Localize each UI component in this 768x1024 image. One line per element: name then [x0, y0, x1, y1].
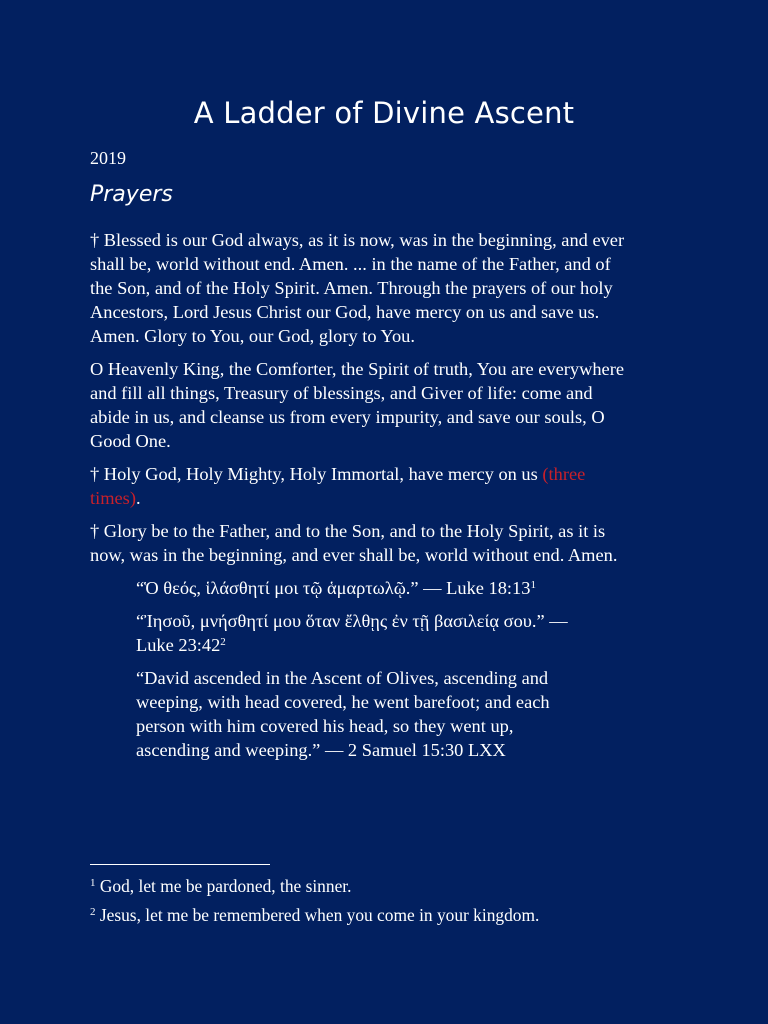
quote-line: person with him covered his head, so they went up, [136, 716, 514, 736]
quote-line: weeping, with head covered, he went barefoot; and each [136, 692, 550, 712]
quote-line: “Ἰησοῦ, μνήσθητί μου ὅταν ἔλθῃς ἐν τῇ βασιλείᾳ σου.” — [136, 611, 568, 631]
text-line: abide in us, and cleanse us from every impurity, and save our souls, O [90, 407, 605, 427]
rubric-note: (three [542, 464, 586, 484]
text-line: O Heavenly King, the Comforter, the Spirit of truth, You are everywhere [90, 359, 624, 379]
text-line: the Son, and of the Holy Spirit. Amen. Through the prayers of our holy [90, 278, 613, 298]
prayer-text: . [135, 488, 141, 508]
rubric-note: times) [90, 488, 136, 508]
quote-text: Luke 23:42 [136, 635, 221, 655]
text-line: Good One. [90, 431, 171, 451]
prayer-paragraph [90, 462, 690, 510]
document-body [90, 228, 690, 771]
footnotes [90, 874, 710, 932]
text-line: shall be, world without end. Amen. ... in the name of the Father, and of [90, 254, 611, 274]
quote-line [136, 633, 636, 657]
footnote [90, 874, 710, 898]
footnote-text: God, let me be pardoned, the sinner. [99, 876, 352, 896]
prayer-paragraph [90, 357, 690, 453]
text-line [90, 486, 690, 510]
scripture-quote [136, 666, 636, 762]
section-heading: Prayers [90, 182, 173, 207]
footnote-text: Jesus, let me be remembered when you come in your kingdom. [99, 905, 540, 925]
text-line: † Blessed is our God always, as it is now, was in the beginning, and ever [90, 230, 625, 250]
document-title: A Ladder of Divine Ascent [193, 96, 575, 130]
text-line: Amen. Glory to You, our God, glory to You. [90, 326, 415, 346]
text-line: now, was in the beginning, and ever shall be, world without end. Amen. [90, 545, 618, 565]
footnote-number: 2 [90, 906, 96, 918]
prayer-text: † Holy God, Holy Mighty, Holy Immortal, have mercy on us [90, 464, 543, 484]
scripture-quote [136, 576, 636, 600]
text-line: and fill all things, Treasury of blessings, and Giver of life: come and [90, 383, 593, 403]
prayer-paragraph [90, 519, 690, 567]
quote-line: ascending and weeping.” — 2 Samuel 15:30 LXX [136, 740, 506, 760]
document-year: 2019 [90, 148, 126, 168]
footnote-ref: 1 [530, 579, 536, 591]
footnote-ref: 2 [220, 636, 226, 648]
quote-line [136, 576, 636, 600]
text-line: † Glory be to the Father, and to the Son, and to the Holy Spirit, as it is [90, 521, 606, 541]
prayer-paragraph [90, 228, 690, 348]
text-line [90, 462, 690, 486]
scripture-quote [136, 609, 636, 657]
footnote-number: 1 [90, 877, 96, 889]
quote-text: “Ὁ θεός, ἱλάσθητί μοι τῷ ἁμαρτωλῷ.” — Luke 18:13 [136, 578, 531, 598]
footnote [90, 903, 710, 927]
quote-line: “David ascended in the Ascent of Olives, ascending and [136, 668, 549, 688]
text-line: Ancestors, Lord Jesus Christ our God, have mercy on us and save us. [90, 302, 600, 322]
footnote-divider [90, 864, 270, 865]
